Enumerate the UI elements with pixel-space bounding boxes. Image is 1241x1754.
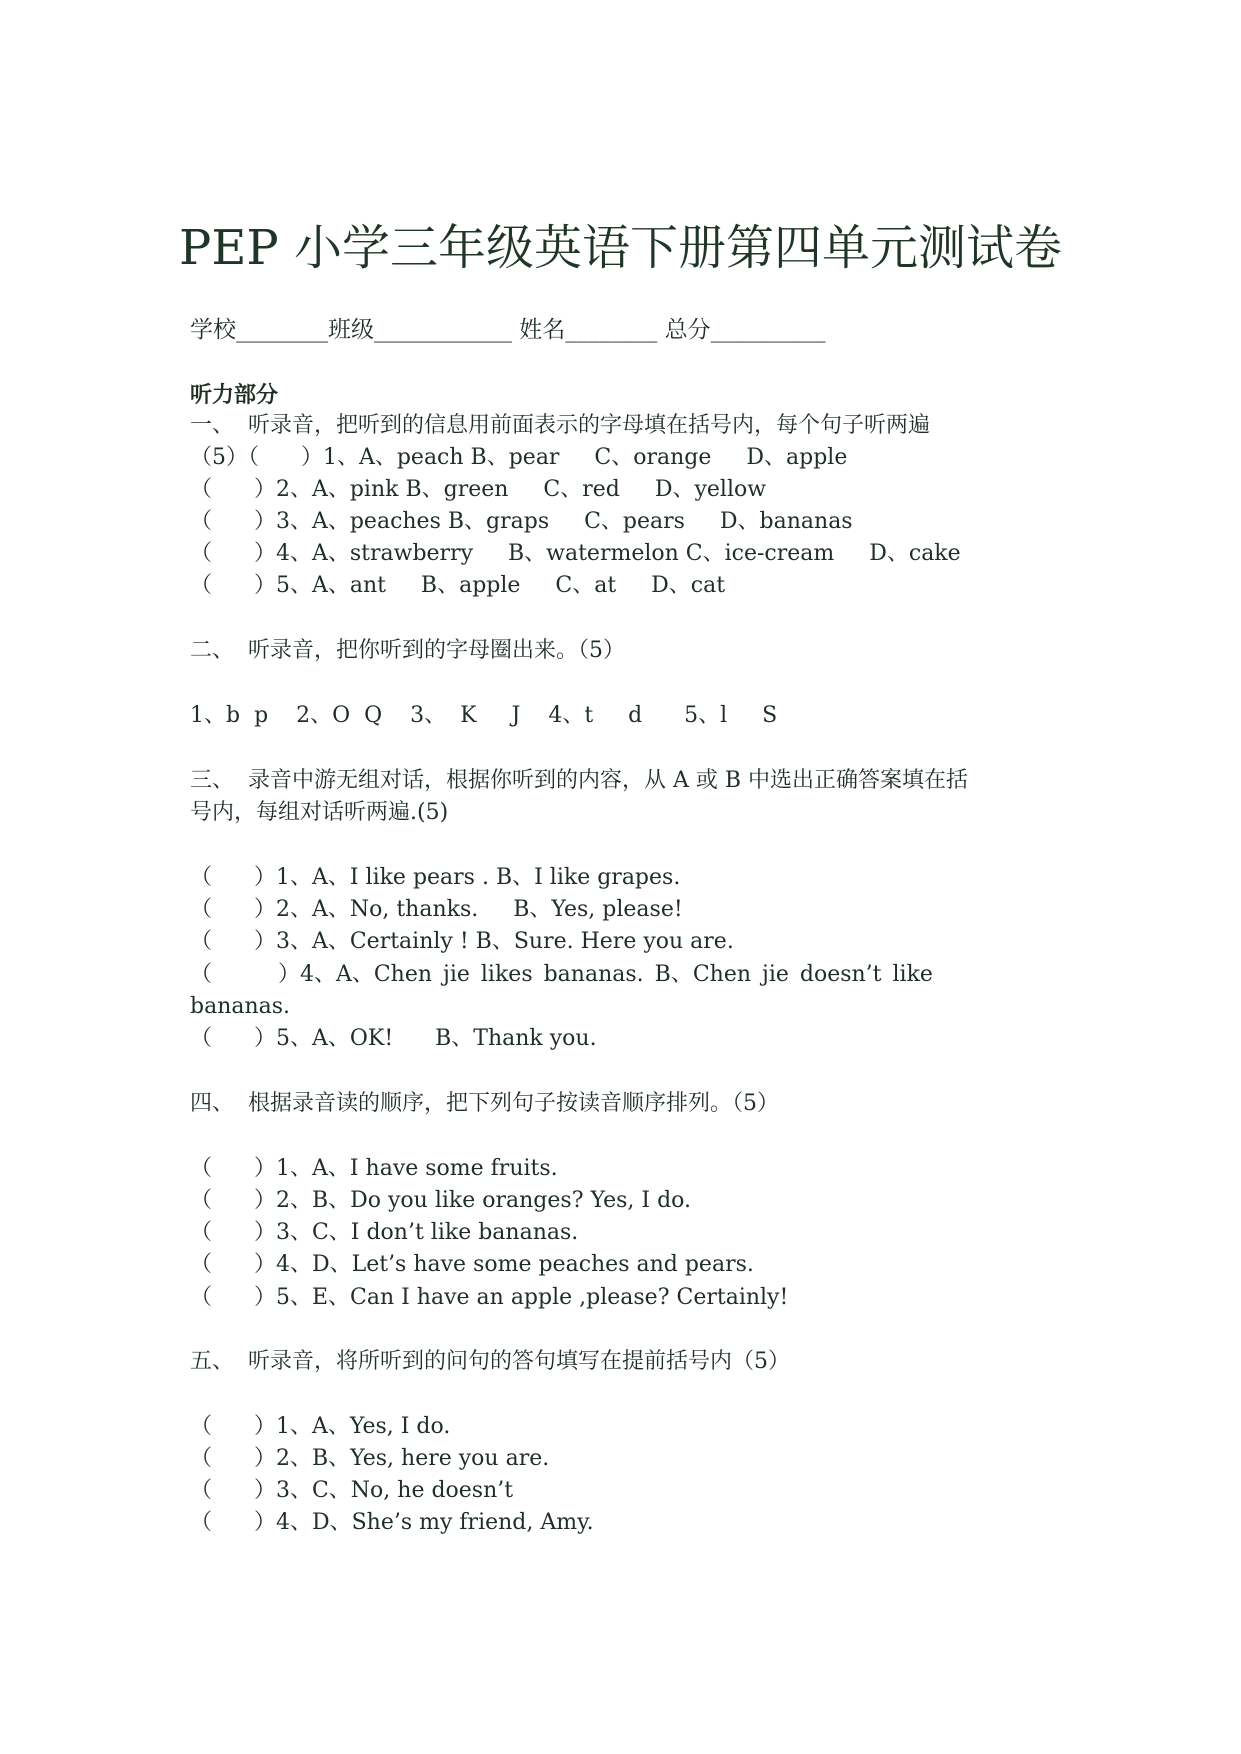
section-4-item: （ ）4、D、Let’s have some peaches and pears. xyxy=(190,1252,754,1277)
section-5-item: （ ）3、C、No, he doesn’t xyxy=(190,1478,514,1503)
section-1-item: （5）（ ）1、A、peach B、pear C、orange D、apple xyxy=(190,445,848,470)
section-5-item: （ ）2、B、Yes, here you are. xyxy=(190,1446,550,1471)
section-5-prompt: 五、 听录音，将所听到的问句的答句填写在提前括号内（5） xyxy=(190,1349,790,1374)
section-1-item: （ ）3、A、peaches B、graps C、pears D、bananas xyxy=(190,509,853,534)
section-3-item-cont: bananas. xyxy=(190,994,291,1019)
section-1-item: （ ）4、A、strawberry B、watermelon C、ice-cream D、cake xyxy=(190,541,961,566)
student-info-line: 学校________班级____________ 姓名________ 总分__________ xyxy=(190,317,826,343)
section-3-item: （ ）1、A、I like pears . B、I like grapes. xyxy=(190,865,681,890)
section-4-item: （ ）3、C、I don’t like bananas. xyxy=(190,1220,579,1245)
section-3-item: （ ）2、A、No, thanks. B、Yes, please! xyxy=(190,897,683,922)
section-1-item: （ ）5、A、ant B、apple C、at D、cat xyxy=(190,573,726,598)
section-4-item: （ ）5、E、Can I have an apple ,please? Certainly! xyxy=(190,1285,789,1310)
section-3-item: （ ）3、A、Certainly ! B、Sure. Here you are. xyxy=(190,929,734,954)
listening-heading: 听力部分 xyxy=(190,382,279,408)
section-3-item: （ ）5、A、OK! B、Thank you. xyxy=(190,1026,597,1051)
section-2-prompt: 二、 听录音，把你听到的字母圈出来。（5） xyxy=(190,638,625,663)
section-3-item: （ ）4、A、Chen jie likes bananas. B、Chen jie doesn’t like xyxy=(190,962,933,987)
section-5-item: （ ）4、D、She’s my friend, Amy. xyxy=(190,1510,594,1535)
section-2-letters: 1、b p 2、O Q 3、 K J 4、t d 5、l S xyxy=(190,703,778,728)
page-title: PEP 小学三年级英语下册第四单元测试卷 xyxy=(179,220,1062,276)
section-4-item: （ ）2、B、Do you like oranges? Yes, I do. xyxy=(190,1188,692,1213)
section-4-item: （ ）1、A、I have some fruits. xyxy=(190,1156,558,1181)
section-3-prompt: 三、 录音中游无组对话，根据你听到的内容，从 A 或 B 中选出正确答案填在括 xyxy=(190,768,969,793)
section-1-item: （ ）2、A、pink B、green C、red D、yellow xyxy=(190,477,767,502)
section-4-prompt: 四、 根据录音读的顺序，把下列句子按读音顺序排列。（5） xyxy=(190,1091,779,1116)
section-3-prompt-cont: 号内，每组对话听两遍.(5) xyxy=(190,800,449,825)
section-1-prompt: 一、 听录音，把听到的信息用前面表示的字母填在括号内，每个句子听两遍 xyxy=(190,413,930,438)
section-5-item: （ ）1、A、Yes, I do. xyxy=(190,1414,451,1439)
